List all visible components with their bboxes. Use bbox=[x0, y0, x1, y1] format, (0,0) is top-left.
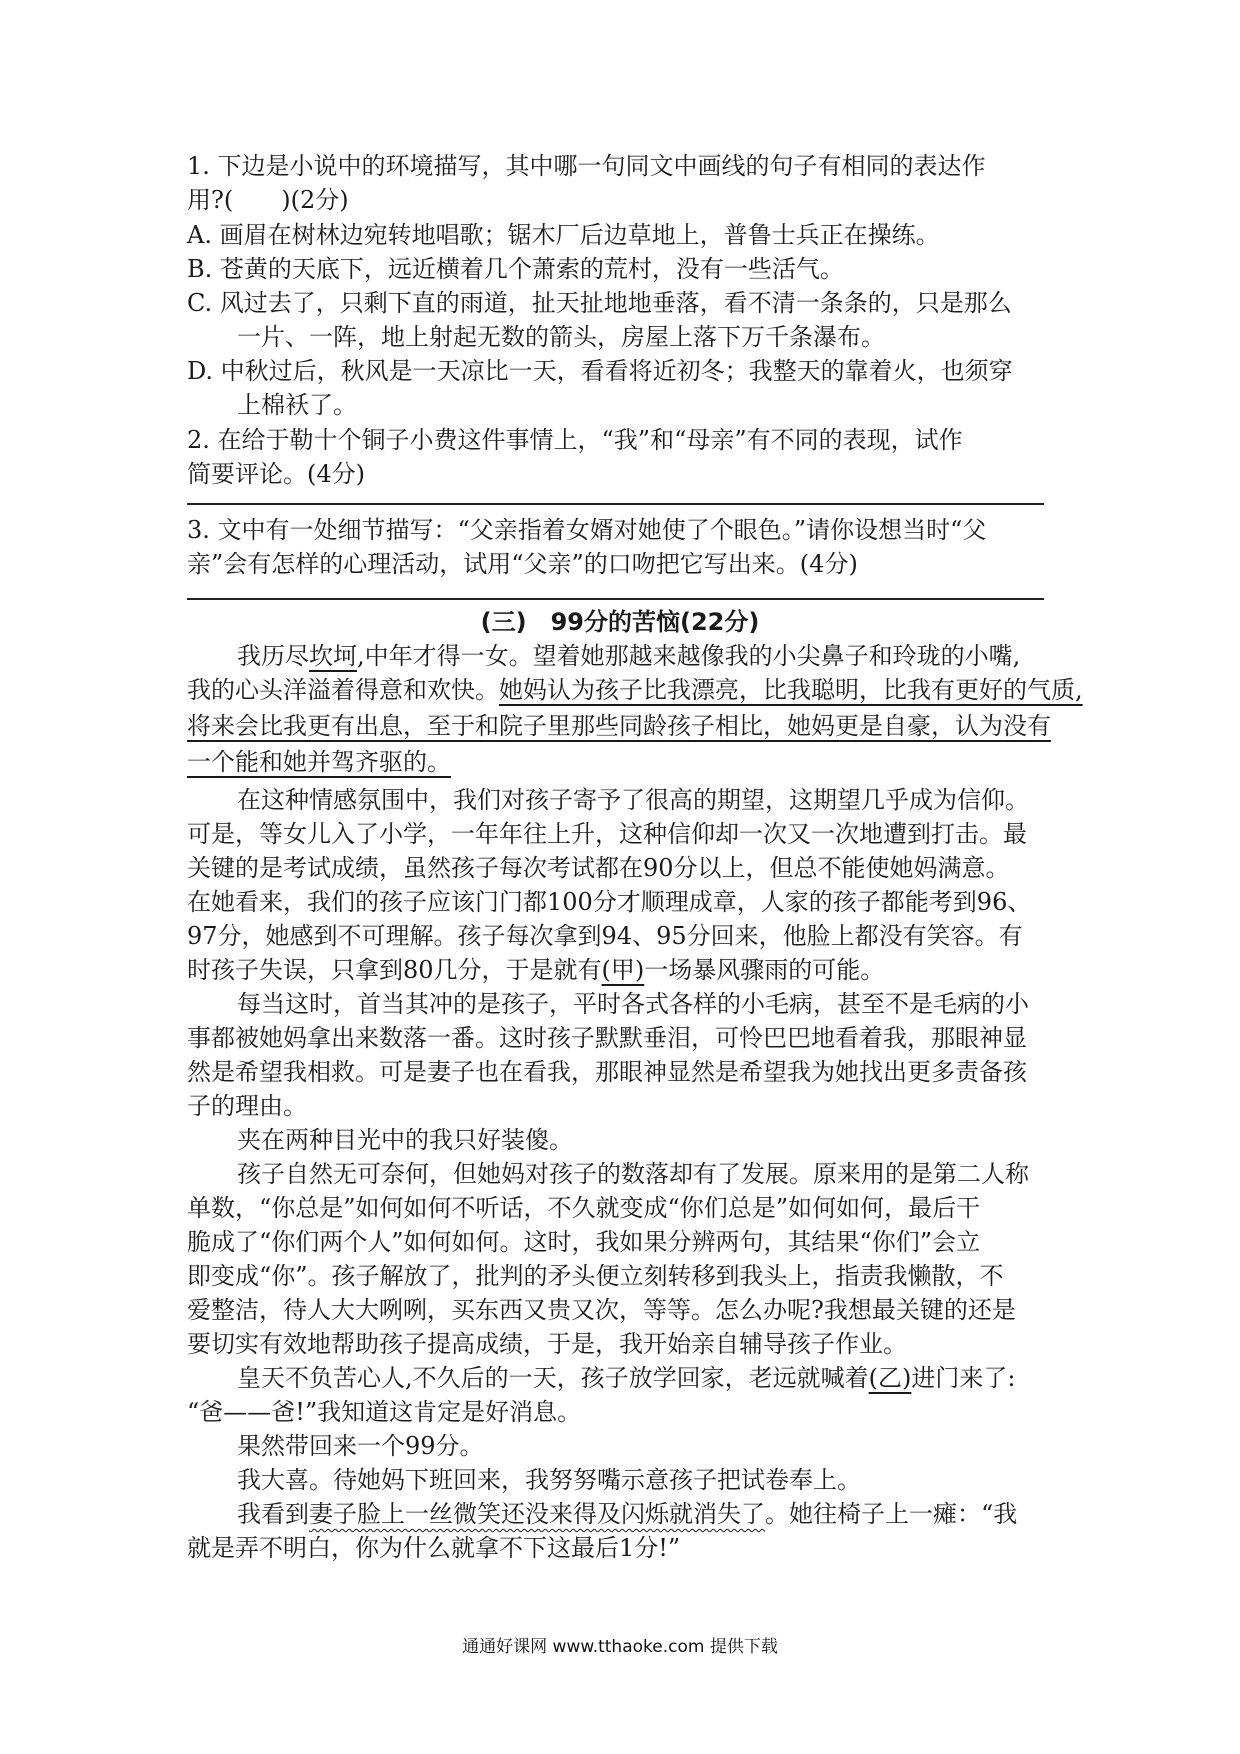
question-3-line-1: 3. 文中有一处细节描写：“父亲指着女婿对她使了个眼色。”请你设想当时“父 bbox=[187, 516, 987, 544]
option-d-line-1: D. 中秋过后，秋风是一天凉比一天，看看将近初冬；我整天的靠着火，也须穿 bbox=[187, 357, 1013, 385]
passage-p9-line-2: 就是弄不明白，你为什么就拿不下这最后1分!” bbox=[187, 1534, 681, 1562]
answer-line-question-3 bbox=[187, 598, 1044, 600]
passage-p5-line-2: 单数，“你总是”如何如何不听话，不久就变成“你们总是”如何如何，最后干 bbox=[187, 1194, 981, 1222]
passage-p5-line-4: 即变成“你”。孩子解放了，批判的矛头便立刻转移到我头上，指责我懒散，不 bbox=[187, 1262, 1004, 1290]
underlined-sentence: 一个能和她并驾齐驱的。 bbox=[187, 748, 451, 776]
passage-p1-line-2: 我的心头洋溢着得意和欢快。她妈认为孩子比我漂亮，比我聪明，比我有更好的气质, bbox=[187, 676, 1083, 704]
passage-p6-line-2: “爸——爸!”我知道这肯定是好消息。 bbox=[187, 1398, 582, 1426]
section-title: (三) 99分的苦恼(22分) bbox=[480, 608, 760, 636]
question-2-line-2: 简要评论。(4分) bbox=[187, 460, 365, 488]
passage-p2-line-3: 关键的是考试成绩，虽然孩子每次考试都在90分以上，但总不能使她妈满意。 bbox=[187, 854, 1010, 882]
underlined-sentence: 将来会比我更有出息，至于和院子里那些同龄孩子相比，她妈更是自豪，认为没有 bbox=[187, 712, 1051, 740]
passage-p8-line-1: 我大喜。待她妈下班回来，我努努嘴示意孩子把试卷奉上。 bbox=[237, 1466, 861, 1494]
question-1-line-2: 用?( )(2分) bbox=[187, 186, 349, 214]
question-1-line-1: 1. 下边是小说中的环境描写，其中哪一句同文中画线的句子有相同的表达作 bbox=[187, 152, 986, 180]
passage-p4-line-1: 夹在两种目光中的我只好装傻。 bbox=[237, 1126, 573, 1154]
option-b: B. 苍黄的天底下，远近横着几个萧索的荒村，没有一些活气。 bbox=[187, 255, 844, 283]
passage-p5-line-6: 要切实有效地帮助孩子提高成绩，于是，我开始亲自辅导孩子作业。 bbox=[187, 1330, 907, 1358]
passage-p3-line-3: 然是希望我相救。可是妻子也在看我，那眼神显然是希望我为她找出更多责备孩 bbox=[187, 1058, 1027, 1086]
page-footer: 通通好课网 www.tthaoke.com 提供下载 bbox=[462, 1637, 778, 1657]
wavy-underlined-sentence: 妻子脸上一丝微笑还没来得及闪烁就消失了 bbox=[309, 1500, 765, 1528]
option-c-line-2: 一片、一阵，地上射起无数的箭头，房屋上落下万千条瀑布。 bbox=[237, 323, 885, 351]
passage-p5-line-3: 脆成了“你们两个人”如何如何。这时，我如果分辨两句，其结果“你们”会立 bbox=[187, 1228, 981, 1256]
passage-p7-line-1: 果然带回来一个99分。 bbox=[237, 1432, 484, 1460]
passage-p2-line-1: 在这种情感氛围中，我们对孩子寄予了很高的期望，这期望几乎成为信仰。 bbox=[237, 786, 1029, 814]
passage-p3-line-1: 每当这时，首当其冲的是孩子，平时各式各样的小毛病，甚至不是毛病的小 bbox=[237, 990, 1029, 1018]
passage-p5-line-1: 孩子自然无可奈何，但她妈对孩子的数落却有了发展。原来用的是第二人称 bbox=[237, 1160, 1029, 1188]
passage-p3-line-4: 子的理由。 bbox=[187, 1092, 307, 1120]
passage-p1-line-4 bbox=[187, 746, 451, 778]
question-3-line-2: 亲”会有怎样的心理活动，试用“父亲”的口吻把它写出来。(4分) bbox=[187, 550, 858, 578]
passage-p2-line-6: 时孩子失误，只拿到80几分，于是就有(甲)一场暴风骤雨的可能。 bbox=[187, 956, 885, 984]
answer-line-question-2 bbox=[187, 503, 1044, 505]
passage-p5-line-5: 爱整洁，待人大大咧咧，买东西又贵又次，等等。怎么办呢?我想最关键的还是 bbox=[187, 1296, 1016, 1324]
underlined-word: 坎坷 bbox=[309, 642, 357, 670]
option-c-line-1: C. 风过去了，只剩下直的雨道，扯天扯地地垂落，看不清一条条的，只是那么 bbox=[187, 289, 1012, 317]
question-2-line-1: 2. 在给于勒十个铜子小费这件事情上，“我”和“母亲”有不同的表现，试作 bbox=[187, 426, 963, 454]
option-a: A. 画眉在树林边宛转地唱歌；锯木厂后边草地上，普鲁士兵正在操练。 bbox=[187, 221, 940, 249]
blank-marker-jia: (甲) bbox=[601, 956, 645, 984]
passage-p1-line-3 bbox=[187, 710, 1051, 742]
underlined-sentence: 她妈认为孩子比我漂亮，比我聪明，比我有更好的气质, bbox=[499, 676, 1083, 704]
blank-marker-yi: (乙) bbox=[868, 1364, 912, 1392]
option-d-line-2: 上棉袄了。 bbox=[237, 391, 357, 419]
passage-p2-line-5: 97分，她感到不可理解。孩子每次拿到94、95分回来，他脸上都没有笑容。有 bbox=[187, 922, 1023, 950]
passage-p2-line-4: 在她看来，我们的孩子应该门门都100分才顺理成章，人家的孩子都能考到96、 bbox=[187, 888, 1032, 916]
passage-p6-line-1: 皇天不负苦心人,不久后的一天，孩子放学回家，老远就喊着(乙)进门来了: bbox=[237, 1364, 1016, 1392]
passage-p2-line-2: 可是，等女儿入了小学，一年年往上升，这种信仰却一次又一次地遭到打击。最 bbox=[187, 820, 1027, 848]
passage-p1-line-1: 我历尽坎坷,中年才得一女。望着她那越来越像我的小尖鼻子和玲珑的小嘴, bbox=[237, 642, 1021, 670]
passage-p9-line-1: 我看到妻子脸上一丝微笑还没来得及闪烁就消失了。她往椅子上一瘫：“我 bbox=[237, 1500, 1018, 1528]
passage-p3-line-2: 事都被她妈拿出来数落一番。这时孩子默默垂泪，可怜巴巴地看着我，那眼神显 bbox=[187, 1024, 1027, 1052]
